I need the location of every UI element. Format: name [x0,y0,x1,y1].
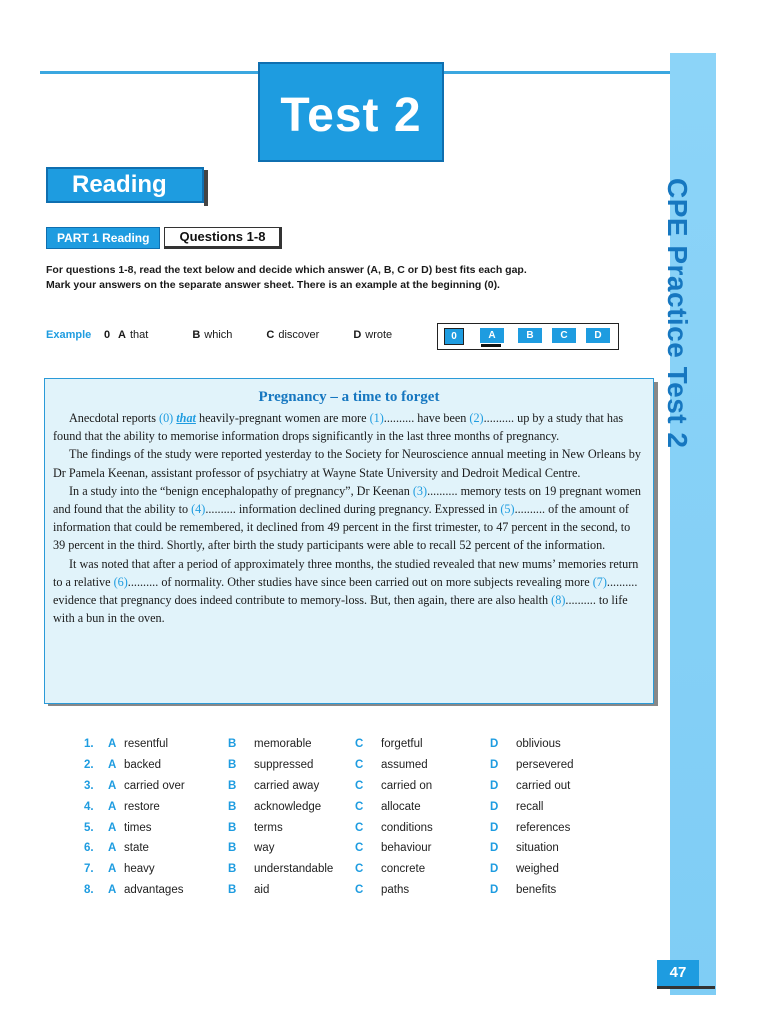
passage-paragraph-2: The findings of the study were reported yesterday to the Society for Neuroscience annual meeting in New Orleans by Dr Pamela Keenan, assistant professor of psychiatry at Wayne State University and Dedroit Medical Centre. [53,447,641,480]
answer-row: 3. A carried over B carried away C carried on D carried out [84,779,571,792]
answer-grid-mark [481,344,501,347]
passage-box [44,378,654,704]
example-row [46,329,426,341]
page-title: Test 2 [280,89,422,142]
answer-row: 6. A state B way C behaviour D situation [84,842,559,855]
example-option-a: A that [118,329,149,341]
answer-options [84,734,600,900]
test-title-box [258,62,444,162]
page-number: 47 [657,960,699,986]
passage-shadow-right [654,382,658,706]
answer-row: 5. A times B terms C conditions D references [84,821,571,834]
part-label: PART 1 Reading [46,227,160,249]
side-title: CPE Practice Test 2 [662,178,693,449]
passage-paragraph-3: In a study into the “benign encephalopathy of pregnancy”, Dr Keenan (3).......... memory tests on 19 pregnant women and found that the ability to (4).......... information declined during pregnancy. Expressed in (5).......... of the amount of information that could be remembered, it declined from 49 percent in the first trimester, to 47 percent in the second, to 39 percent in the third. Shortly, after birth the study participants were able to recall 52 percent of the information. [53,483,641,553]
instructions-line-2: Mark your answers on the separate answer sheet. There is an example at the beginning (0). [46,279,500,291]
example-number: 0 [104,329,111,341]
instructions [46,263,626,293]
example-option-c: C discover [266,329,320,341]
page-number-rule [657,986,715,989]
section-title: Reading [46,167,204,203]
instructions-line-1: For questions 1-8, read the text below and decide which answer (A, B, C or D) best fits each gap. [46,264,527,276]
passage-title: Pregnancy – a time to forget [258,389,440,405]
questions-label: Questions 1-8 [164,227,282,249]
answer-grid-c: C [552,328,576,343]
reading-box-shadow [204,170,208,206]
answer-row: 4. A restore B acknowledge C allocate D recall [84,800,544,813]
answer-row: 2. A backed B suppressed C assumed D persevered [84,759,574,772]
example-label: Example [46,329,92,341]
part-header [46,227,282,249]
answer-row: 1. A resentful B memorable C forgetful D oblivious [84,738,561,751]
passage-body [53,409,645,627]
answer-grid-zero: 0 [444,328,464,345]
answer-grid-d: D [586,328,610,343]
example-option-b: B which [192,329,233,341]
example-option-d: D wrote [353,329,393,341]
passage-paragraph-1: Anecdotal reports (0) that heavily-pregnant women are more (1).......... have been (2).......... up by a study that has found that the ability to memorise information drops significantly in the last three months of pregnancy. [53,411,624,444]
answer-row: 8. A advantages B aid C paths D benefits [84,883,557,896]
passage-paragraph-4: It was noted that after a period of approximately three months, the studied revealed that new mums’ memories return to a relative (6).......... of normality. Other studies have since been carried out on more subjects revealing more (7).......... evidence that pregnancy does indeed contribute to memory-loss. But, then again, there are also health (8).......... to life with a bun in the oven. [53,556,639,626]
answer-grid-b: B [518,328,542,343]
example-answer-grid [437,323,619,350]
answer-row: 7. A heavy B understandable C concrete D weighed [84,863,559,876]
answer-grid-a: A [480,328,504,343]
